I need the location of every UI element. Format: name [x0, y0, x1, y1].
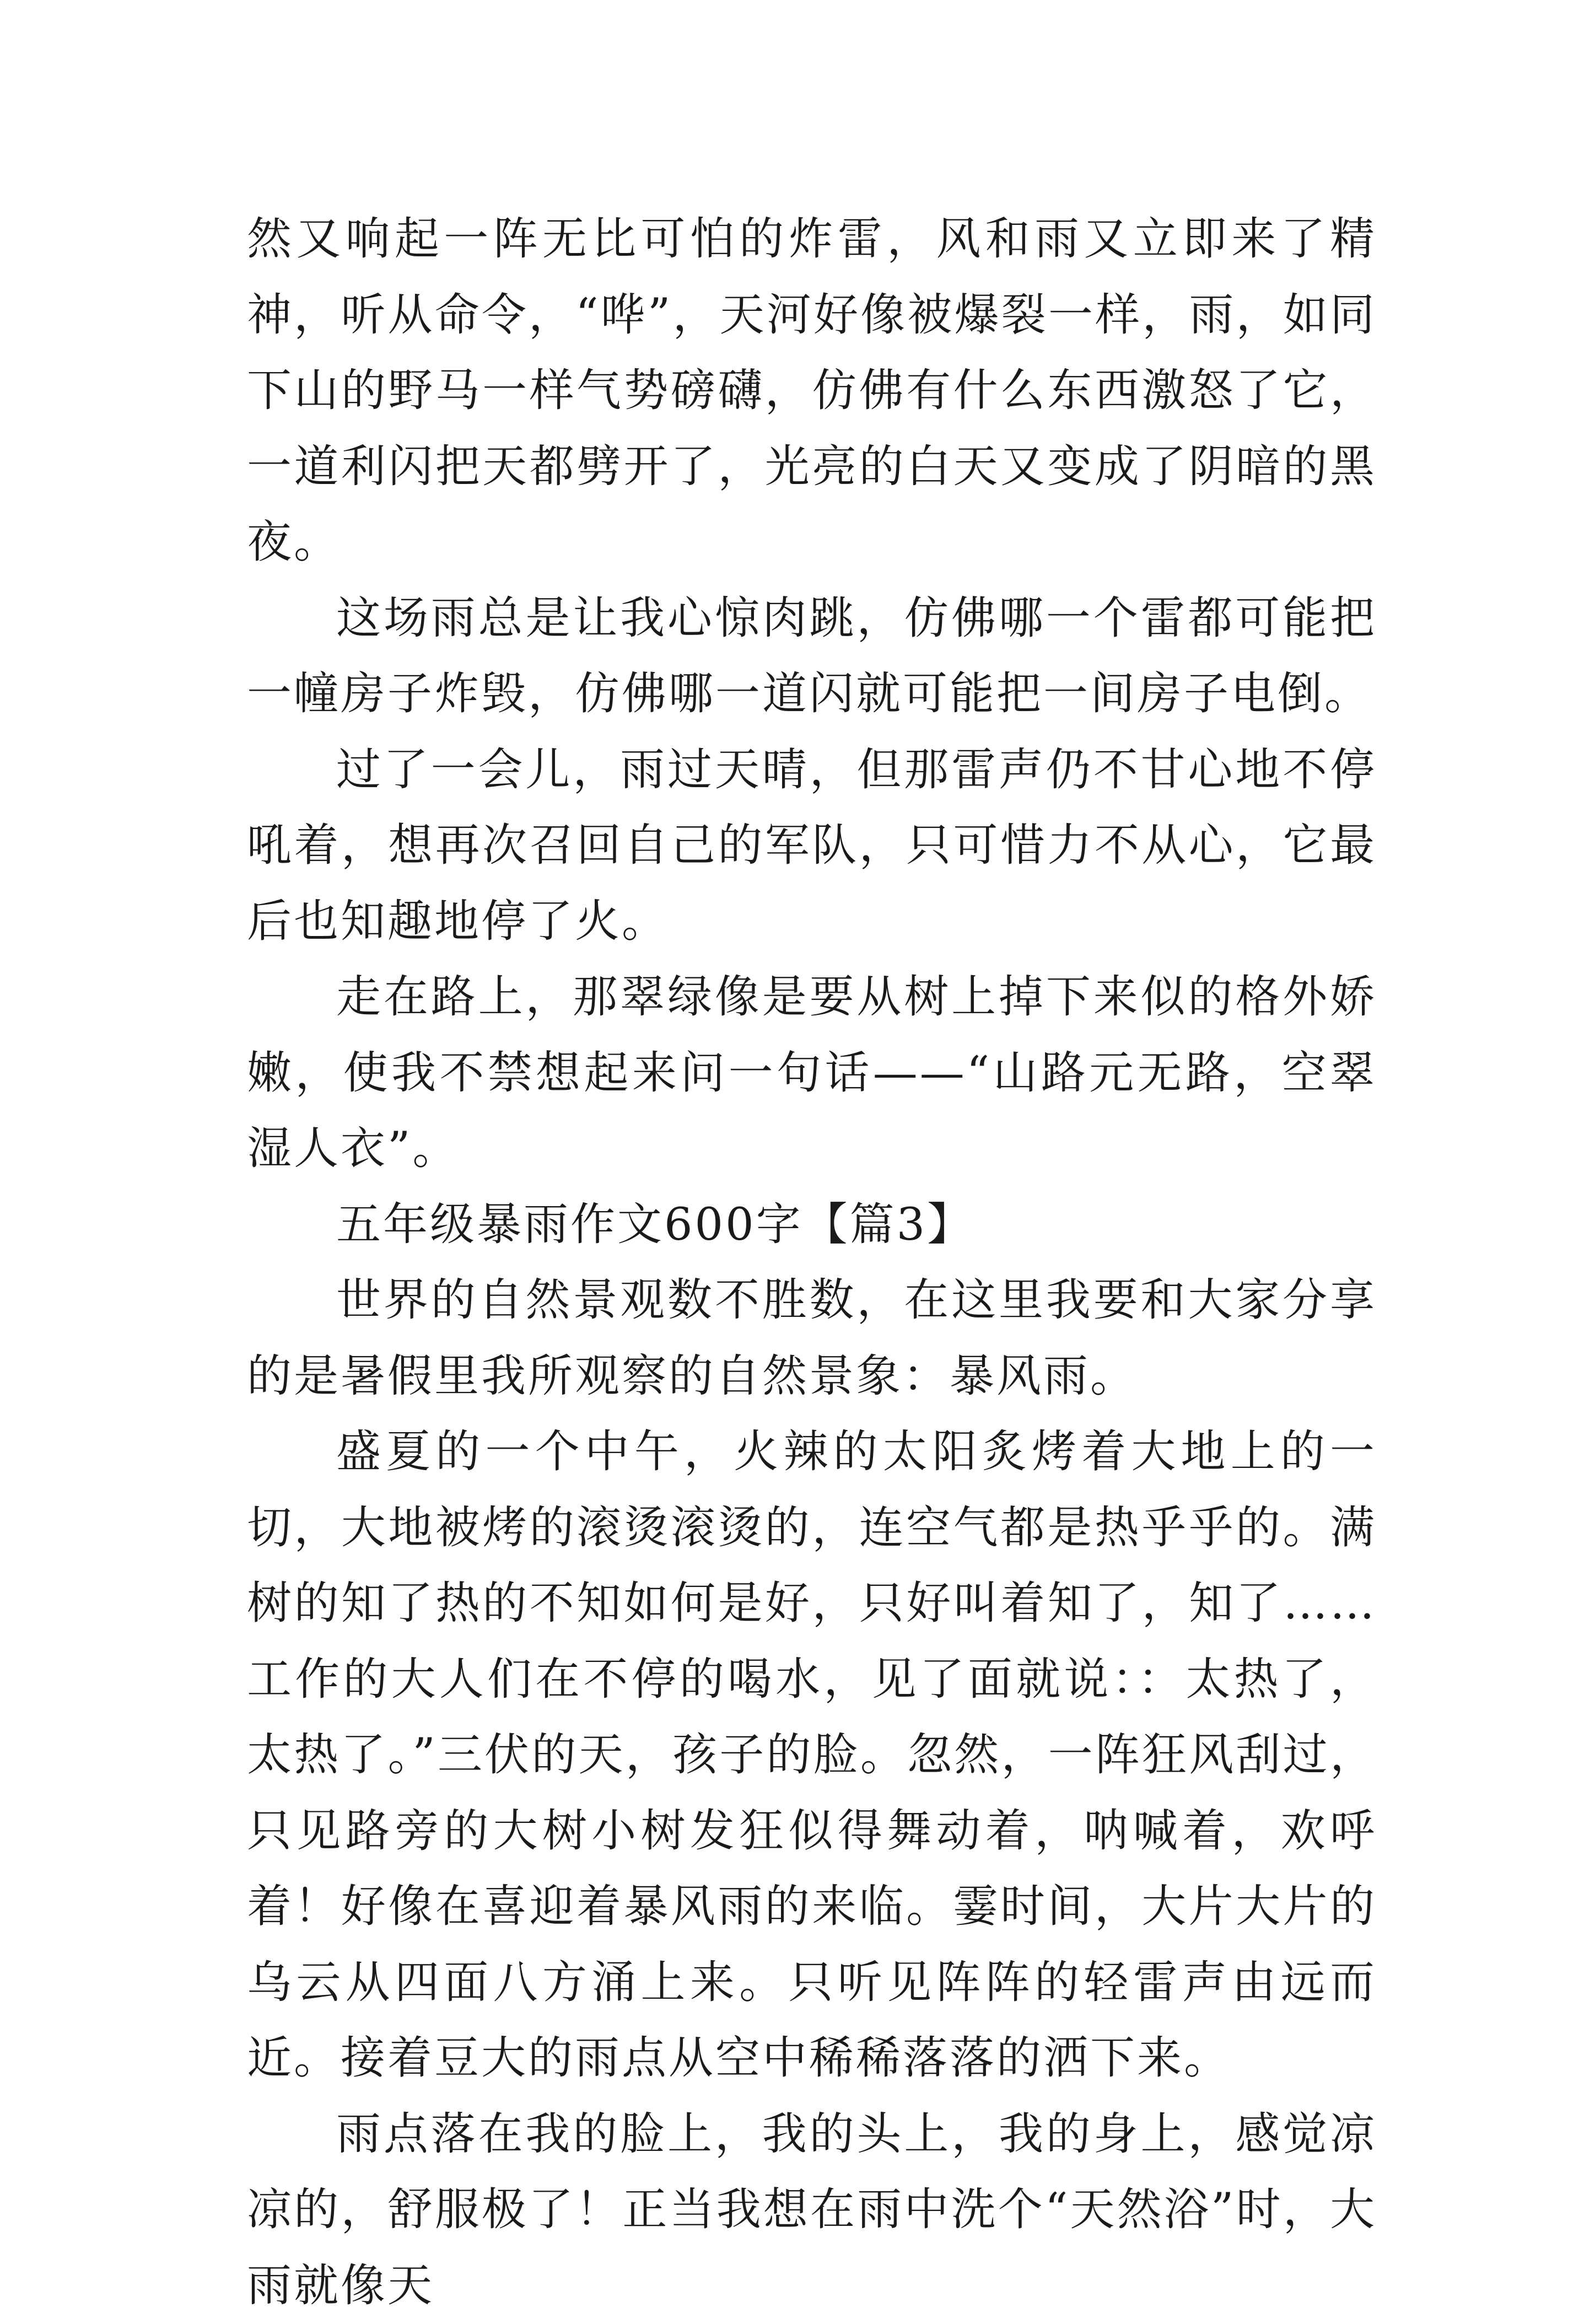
paragraph-4: 走在路上，那翠绿像是要从树上掉下来似的格外娇嫩，使我不禁想起来问一句话——“山路元无路，空翠湿人衣”。 [247, 960, 1377, 1187]
paragraph-2: 这场雨总是让我心惊肉跳，仿佛哪一个雷都可能把一幢房子炸毁，仿佛哪一道闪就可能把一间房子电倒。 [247, 581, 1377, 733]
paragraph-3: 过了一会儿，雨过天晴，但那雷声仍不甘心地不停吼着，想再次召回自己的军队，只可惜力不从心，它最后也知趣地停了火。 [247, 733, 1377, 960]
paragraph-6: 盛夏的一个中午，火辣的太阳炙烤着大地上的一切，大地被烤的滚烫滚烫的，连空气都是热乎乎的。满树的知了热的不知如何是好，只好叫着知了，知了……工作的大人们在不停的喝水，见了面就说：：太热了，太热了。”三伏的天，孩子的脸。忽然，一阵狂风刮过，只见路旁的大树小树发狂似得舞动着，呐喊着，欢呼着！好像在喜迎着暴风雨的来临。霎时间，大片大片的乌云从四面八方涌上来。只听见阵阵的轻雷声由远而近。接着豆大的雨点从空中稀稀落落的洒下来。 [247, 1414, 1377, 2097]
paragraph-5: 世界的自然景观数不胜数，在这里我要和大家分享的是暑假里我所观察的自然景象：暴风雨。 [247, 1263, 1377, 1414]
document-page [247, 202, 1377, 2324]
paragraph-1: 然又响起一阵无比可怕的炸雷，风和雨又立即来了精神，听从命令，“哗”，天河好像被爆裂一样，雨，如同下山的野马一样气势磅礴，仿佛有什么东西激怒了它，一道利闪把天都劈开了，光亮的白天又变成了阴暗的黑夜。 [247, 202, 1377, 581]
paragraph-7: 雨点落在我的脸上，我的头上，我的身上，感觉凉凉的，舒服极了！正当我想在雨中洗个“天然浴”时，大雨就像天 [247, 2097, 1377, 2324]
section-heading: 五年级暴雨作文600字【篇3】 [247, 1187, 1377, 1263]
